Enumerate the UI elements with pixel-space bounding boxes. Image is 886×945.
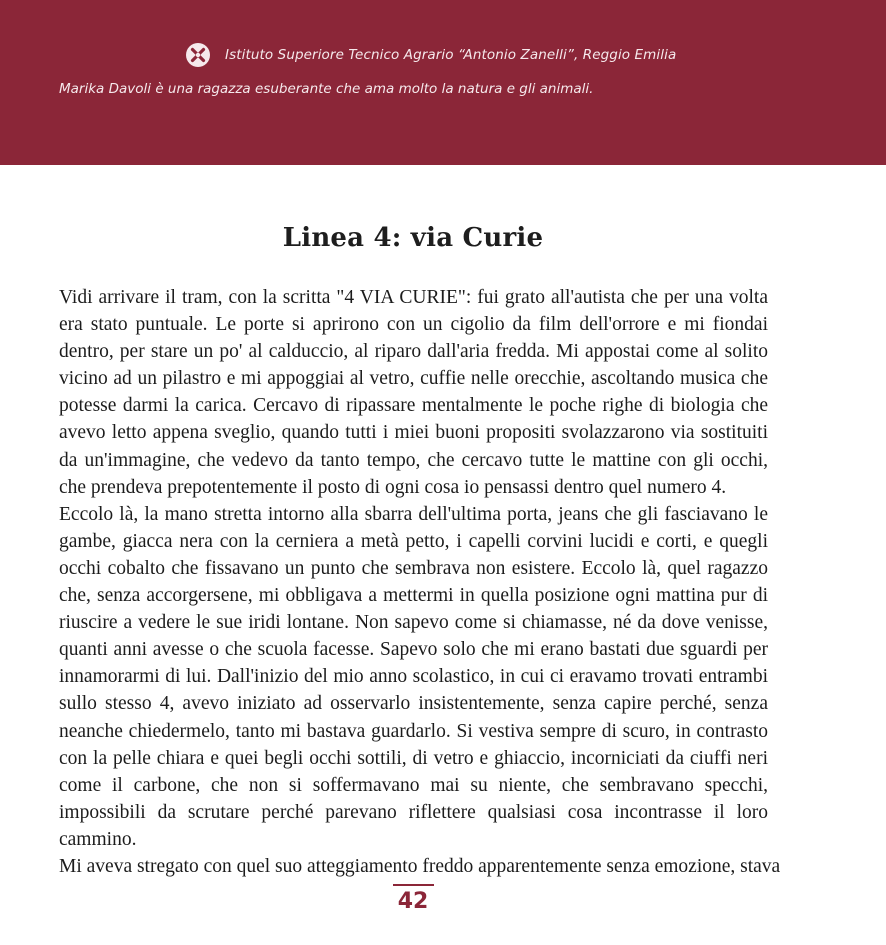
paragraph: Eccolo là, la mano stretta intorno alla sbarra dell'ultima porta, jeans che gli fasciavano le gambe, giacca nera con la cerniera a metà petto, i capelli corvini lucidi e corti, e quegli occhi cobalto che fissavano un punto che sembrava non esistere. Eccolo là, quel ragazzo che, senza accorgersene, mi obbligava a mettermi in quella posizione ogni mattina pur di riuscire a vedere le sue iridi lontane. Non sapevo come si chiamasse, né da dove venisse, quanti anni avesse o che scuola facesse. Sapevo solo che mi erano bastati due sguardi per innamorarmi di lui. Dall'inizio del mio anno scolastico, in cui ci eravamo trovati entrambi sullo stesso 4, avevo iniziato ad osservarlo insistentemente, senza capire perché, senza neanche chiedermelo, tanto mi bastava guardarlo. Si vestiva sempre di scuro, in contrasto con la pelle chiara e quei begli occhi sottili, di vetro e ghiaccio, incorniciati da ciuffi neri come il carbone, che non si soffermavano mai su niente, che sembravano specchi, impossibili da scrutare perché parevano riflettere qualsiasi cosa incontrasse il loro cammino. — [59, 503, 768, 850]
page-number-rule — [393, 884, 434, 886]
institute-line — [185, 41, 676, 69]
paragraph: Vidi arrivare il tram, con la scritta "4 VIA CURIE": fui grato all'autista che per una volta era stato puntuale. Le porte si aprirono con un cigolio da film dell'orrore e mi fiondai dentro, per stare un po' al calduccio, al riparo dall'aria fredda. Mi appostai come al solito vicino ad un pilastro e mi appoggiai al vetro, cuffie nelle orecchie, ascoltando musica che potesse darmi la carica. Cercavo di ripassare mentalmente le poche righe di biologia che avevo letto appena sveglio, quando tutti i miei buoni propositi svolazzarono via sostituiti da un'immagine, che vedevo da tanto tempo, che cercavo tutte le mattine con gli occhi, che prendeva prepotentemente il posto di ogni cosa io pensassi dentro quel numero 4. — [59, 287, 768, 498]
article-body — [59, 284, 781, 880]
institute-logo-icon — [185, 42, 211, 68]
author-bio: Marika Davoli è una ragazza esuberante che ama molto la natura e gli animali. — [59, 81, 594, 97]
paragraph: Mi aveva stregato con quel suo atteggiamento freddo apparentemente senza emozione, stava — [59, 855, 781, 877]
header-band — [0, 0, 886, 165]
page-number: 42 — [397, 889, 429, 914]
article-title: Linea 4: via Curie — [282, 223, 544, 254]
institute-name: Istituto Superiore Tecnico Agrario “Antonio Zanelli”, Reggio Emilia — [225, 47, 677, 63]
